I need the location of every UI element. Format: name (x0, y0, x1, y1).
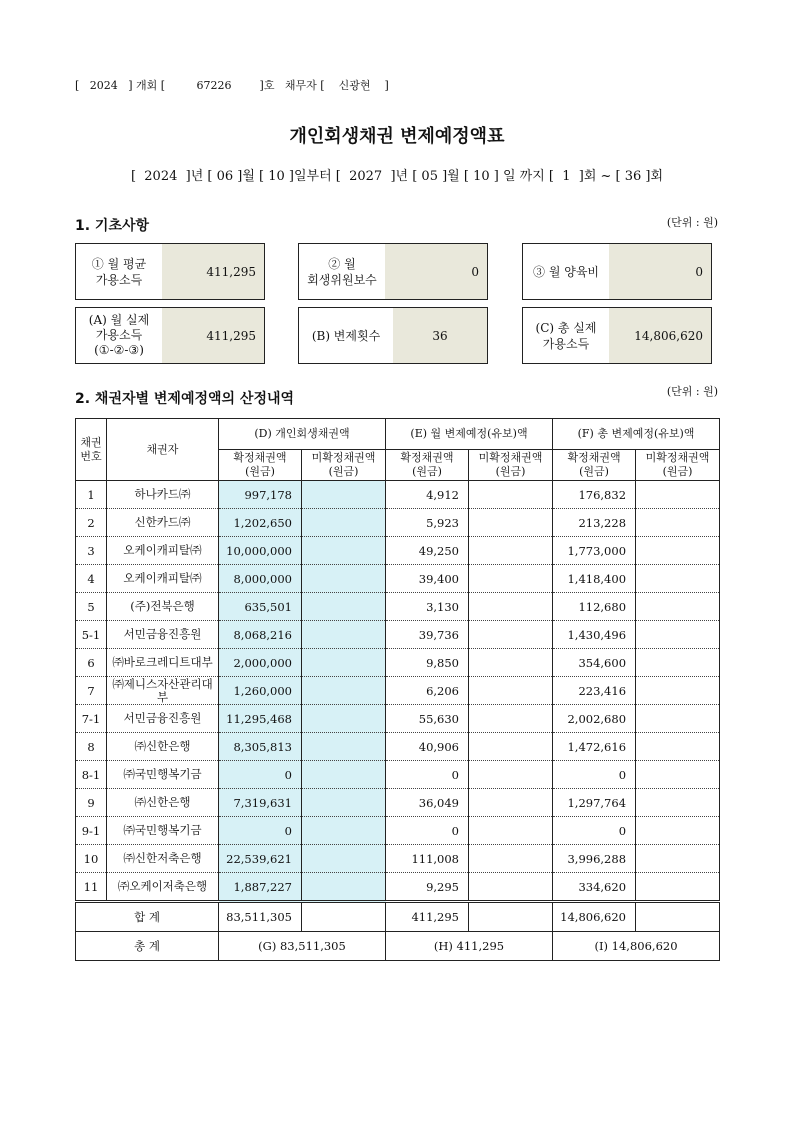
row-creditor: 신한카드㈜ (107, 509, 219, 537)
child-support-value: 0 (609, 244, 711, 299)
child-support-box (522, 243, 712, 300)
row-e-unconfirmed (469, 621, 553, 649)
header-d-confirmed: 확정채권액 (원금) (219, 450, 302, 481)
row-e-confirmed: 6,206 (386, 677, 469, 705)
header-f-confirmed: 확정채권액 (원금) (553, 450, 636, 481)
row-f-unconfirmed (636, 593, 720, 621)
total-g: (G) 83,511,305 (219, 932, 386, 961)
avg-income-box (75, 243, 265, 300)
row-f-unconfirmed (636, 733, 720, 761)
row-f-unconfirmed (636, 761, 720, 789)
row-e-unconfirmed (469, 817, 553, 845)
row-creditor: ㈜국민행복기금 (107, 761, 219, 789)
section-1-unit: (단위 : 원) (666, 216, 718, 229)
row-e-confirmed: 0 (386, 817, 469, 845)
table-row (76, 789, 720, 817)
row-d-unconfirmed (302, 593, 386, 621)
section-2-unit: (단위 : 원) (666, 385, 718, 398)
row-number: 10 (76, 845, 107, 873)
section-1-title: 1. 기초사항 (75, 218, 150, 234)
row-e-unconfirmed (469, 565, 553, 593)
row-d-confirmed: 7,319,631 (219, 789, 302, 817)
row-e-unconfirmed (469, 873, 553, 902)
row-f-confirmed: 334,620 (553, 873, 636, 902)
total-label: 총 계 (76, 932, 219, 961)
row-creditor: 오케이캐피탈㈜ (107, 537, 219, 565)
row-d-confirmed: 22,539,621 (219, 845, 302, 873)
table-row (76, 649, 720, 677)
sum-d-confirmed: 83,511,305 (219, 902, 302, 932)
total-i: (I) 14,806,620 (553, 932, 720, 961)
row-creditor: (주)전북은행 (107, 593, 219, 621)
avg-income-value: 411,295 (162, 244, 264, 299)
row-f-unconfirmed (636, 649, 720, 677)
row-f-unconfirmed (636, 509, 720, 537)
row-d-unconfirmed (302, 621, 386, 649)
row-d-confirmed: 2,000,000 (219, 649, 302, 677)
row-number: 1 (76, 481, 107, 509)
trustee-fee-value: 0 (385, 244, 487, 299)
row-f-confirmed: 1,430,496 (553, 621, 636, 649)
row-d-unconfirmed (302, 537, 386, 565)
row-d-confirmed: 0 (219, 761, 302, 789)
row-number: 9-1 (76, 817, 107, 845)
row-e-confirmed: 9,850 (386, 649, 469, 677)
header-creditor: 채권자 (107, 419, 219, 481)
payment-count-box (298, 307, 488, 364)
row-number: 5-1 (76, 621, 107, 649)
header-d-unconfirmed: 미확정채권액 (원금) (302, 450, 386, 481)
row-number: 5 (76, 593, 107, 621)
row-creditor: ㈜바로크레디트대부 (107, 649, 219, 677)
row-creditor: 서민금융진흥원 (107, 705, 219, 733)
row-f-confirmed: 1,773,000 (553, 537, 636, 565)
header-e-confirmed: 확정채권액 (원금) (386, 450, 469, 481)
sum-f-confirmed: 14,806,620 (553, 902, 636, 932)
header-f-unconfirmed: 미확정채권액 (원금) (636, 450, 720, 481)
row-d-unconfirmed (302, 677, 386, 705)
case-number-line: [ 2024 ] 개회 [ 67226 ]호 채무자 [ 신광현 ] (75, 79, 389, 92)
row-f-confirmed: 112,680 (553, 593, 636, 621)
row-f-confirmed: 213,228 (553, 509, 636, 537)
row-e-confirmed: 36,049 (386, 789, 469, 817)
row-d-unconfirmed (302, 481, 386, 509)
row-e-confirmed: 55,630 (386, 705, 469, 733)
row-d-confirmed: 0 (219, 817, 302, 845)
row-f-confirmed: 176,832 (553, 481, 636, 509)
payment-count-value: 36 (393, 308, 487, 363)
row-number: 2 (76, 509, 107, 537)
row-e-confirmed: 9,295 (386, 873, 469, 902)
header-total-repayment: (F) 총 변제예정(유보)액 (553, 419, 720, 450)
row-e-unconfirmed (469, 761, 553, 789)
table-row (76, 677, 720, 705)
row-f-confirmed: 1,472,616 (553, 733, 636, 761)
payment-count-label: (B) 변제횟수 (311, 328, 381, 343)
row-d-unconfirmed (302, 649, 386, 677)
row-f-unconfirmed (636, 705, 720, 733)
row-d-confirmed: 1,202,650 (219, 509, 302, 537)
row-e-confirmed: 39,736 (386, 621, 469, 649)
row-d-unconfirmed (302, 509, 386, 537)
row-d-confirmed: 997,178 (219, 481, 302, 509)
row-d-confirmed: 1,887,227 (219, 873, 302, 902)
row-number: 7 (76, 677, 107, 705)
row-creditor: ㈜신한은행 (107, 733, 219, 761)
row-d-unconfirmed (302, 873, 386, 902)
row-f-unconfirmed (636, 789, 720, 817)
row-f-confirmed: 3,996,288 (553, 845, 636, 873)
row-number: 11 (76, 873, 107, 902)
row-e-confirmed: 4,912 (386, 481, 469, 509)
row-f-confirmed: 1,418,400 (553, 565, 636, 593)
table-row (76, 509, 720, 537)
trustee-fee-box (298, 243, 488, 300)
row-f-unconfirmed (636, 817, 720, 845)
header-e-unconfirmed: 미확정채권액 (원금) (469, 450, 553, 481)
row-f-unconfirmed (636, 621, 720, 649)
row-f-confirmed: 223,416 (553, 677, 636, 705)
row-d-confirmed: 8,068,216 (219, 621, 302, 649)
row-f-confirmed: 0 (553, 761, 636, 789)
row-creditor: ㈜오케이저축은행 (107, 873, 219, 902)
row-e-unconfirmed (469, 733, 553, 761)
actual-income-value: 411,295 (162, 308, 264, 363)
repayment-table (75, 418, 720, 961)
row-d-confirmed: 11,295,468 (219, 705, 302, 733)
row-creditor: 하나카드㈜ (107, 481, 219, 509)
row-e-unconfirmed (469, 705, 553, 733)
table-row (76, 761, 720, 789)
row-e-confirmed: 111,008 (386, 845, 469, 873)
repayment-period: [ 2024 ]년 [ 06 ]월 [ 10 ]일부터 [ 2027 ]년 [ 05 ]월 [ 10 ] 일 까지 [ 1 ]회 ~ [ 36 ]회 (130, 169, 664, 184)
row-e-unconfirmed (469, 649, 553, 677)
total-h: (H) 411,295 (386, 932, 553, 961)
row-e-unconfirmed (469, 537, 553, 565)
header-claim-amount: (D) 개인회생채권액 (219, 419, 386, 450)
sum-d-unconfirmed (302, 902, 386, 932)
row-f-confirmed: 354,600 (553, 649, 636, 677)
row-d-confirmed: 10,000,000 (219, 537, 302, 565)
document-title: 개인회생채권 변제예정액표 (289, 126, 505, 147)
row-d-unconfirmed (302, 817, 386, 845)
table-row (76, 621, 720, 649)
row-f-confirmed: 0 (553, 817, 636, 845)
child-support-label: ③ 월 양육비 (533, 264, 599, 279)
row-f-confirmed: 1,297,764 (553, 789, 636, 817)
table-row (76, 733, 720, 761)
row-f-unconfirmed (636, 845, 720, 873)
header-creditor-number: 채권 번호 (76, 419, 107, 481)
sum-f-unconfirmed (636, 902, 720, 932)
table-row (76, 817, 720, 845)
row-e-confirmed: 49,250 (386, 537, 469, 565)
row-e-confirmed: 3,130 (386, 593, 469, 621)
table-row (76, 565, 720, 593)
table-row (76, 845, 720, 873)
row-f-unconfirmed (636, 677, 720, 705)
row-d-unconfirmed (302, 845, 386, 873)
row-creditor: ㈜제니스자산관리대부 (107, 677, 219, 705)
row-creditor: 서민금융진흥원 (107, 621, 219, 649)
row-d-confirmed: 8,000,000 (219, 565, 302, 593)
row-f-unconfirmed (636, 565, 720, 593)
row-creditor: ㈜신한저축은행 (107, 845, 219, 873)
header-monthly-repayment: (E) 월 변제예정(유보)액 (386, 419, 553, 450)
row-e-unconfirmed (469, 677, 553, 705)
row-number: 6 (76, 649, 107, 677)
sum-label: 합 계 (76, 902, 219, 932)
row-d-unconfirmed (302, 761, 386, 789)
row-d-unconfirmed (302, 565, 386, 593)
trustee-fee-label: ② 월 회생위원보수 (307, 256, 377, 287)
row-d-confirmed: 1,260,000 (219, 677, 302, 705)
row-e-confirmed: 39,400 (386, 565, 469, 593)
table-row (76, 537, 720, 565)
row-creditor: ㈜신한은행 (107, 789, 219, 817)
table-row (76, 705, 720, 733)
row-e-unconfirmed (469, 509, 553, 537)
row-d-confirmed: 635,501 (219, 593, 302, 621)
row-number: 9 (76, 789, 107, 817)
section-2-title: 2. 채권자별 변제예정액의 산정내역 (75, 391, 295, 407)
row-e-unconfirmed (469, 593, 553, 621)
table-row (76, 593, 720, 621)
total-income-label: (C) 총 실제 가용소득 (535, 320, 597, 351)
row-e-unconfirmed (469, 481, 553, 509)
sum-e-unconfirmed (469, 902, 553, 932)
row-e-unconfirmed (469, 789, 553, 817)
table-row (76, 873, 720, 902)
total-income-value: 14,806,620 (609, 308, 711, 363)
table-row (76, 481, 720, 509)
row-f-confirmed: 2,002,680 (553, 705, 636, 733)
row-e-confirmed: 40,906 (386, 733, 469, 761)
actual-income-box (75, 307, 265, 364)
row-e-confirmed: 5,923 (386, 509, 469, 537)
row-d-unconfirmed (302, 789, 386, 817)
row-f-unconfirmed (636, 873, 720, 902)
row-number: 8 (76, 733, 107, 761)
row-d-unconfirmed (302, 733, 386, 761)
row-e-confirmed: 0 (386, 761, 469, 789)
row-f-unconfirmed (636, 481, 720, 509)
total-income-box (522, 307, 712, 364)
row-creditor: 오케이캐피탈㈜ (107, 565, 219, 593)
row-number: 4 (76, 565, 107, 593)
row-number: 7-1 (76, 705, 107, 733)
row-number: 8-1 (76, 761, 107, 789)
sum-e-confirmed: 411,295 (386, 902, 469, 932)
row-f-unconfirmed (636, 537, 720, 565)
row-d-unconfirmed (302, 705, 386, 733)
row-creditor: ㈜국민행복기금 (107, 817, 219, 845)
row-e-unconfirmed (469, 845, 553, 873)
actual-income-label: (A) 월 실제 가용소득 (①-②-③) (88, 313, 150, 357)
row-d-confirmed: 8,305,813 (219, 733, 302, 761)
row-number: 3 (76, 537, 107, 565)
avg-income-label: ① 월 평균 가용소득 (91, 256, 147, 287)
